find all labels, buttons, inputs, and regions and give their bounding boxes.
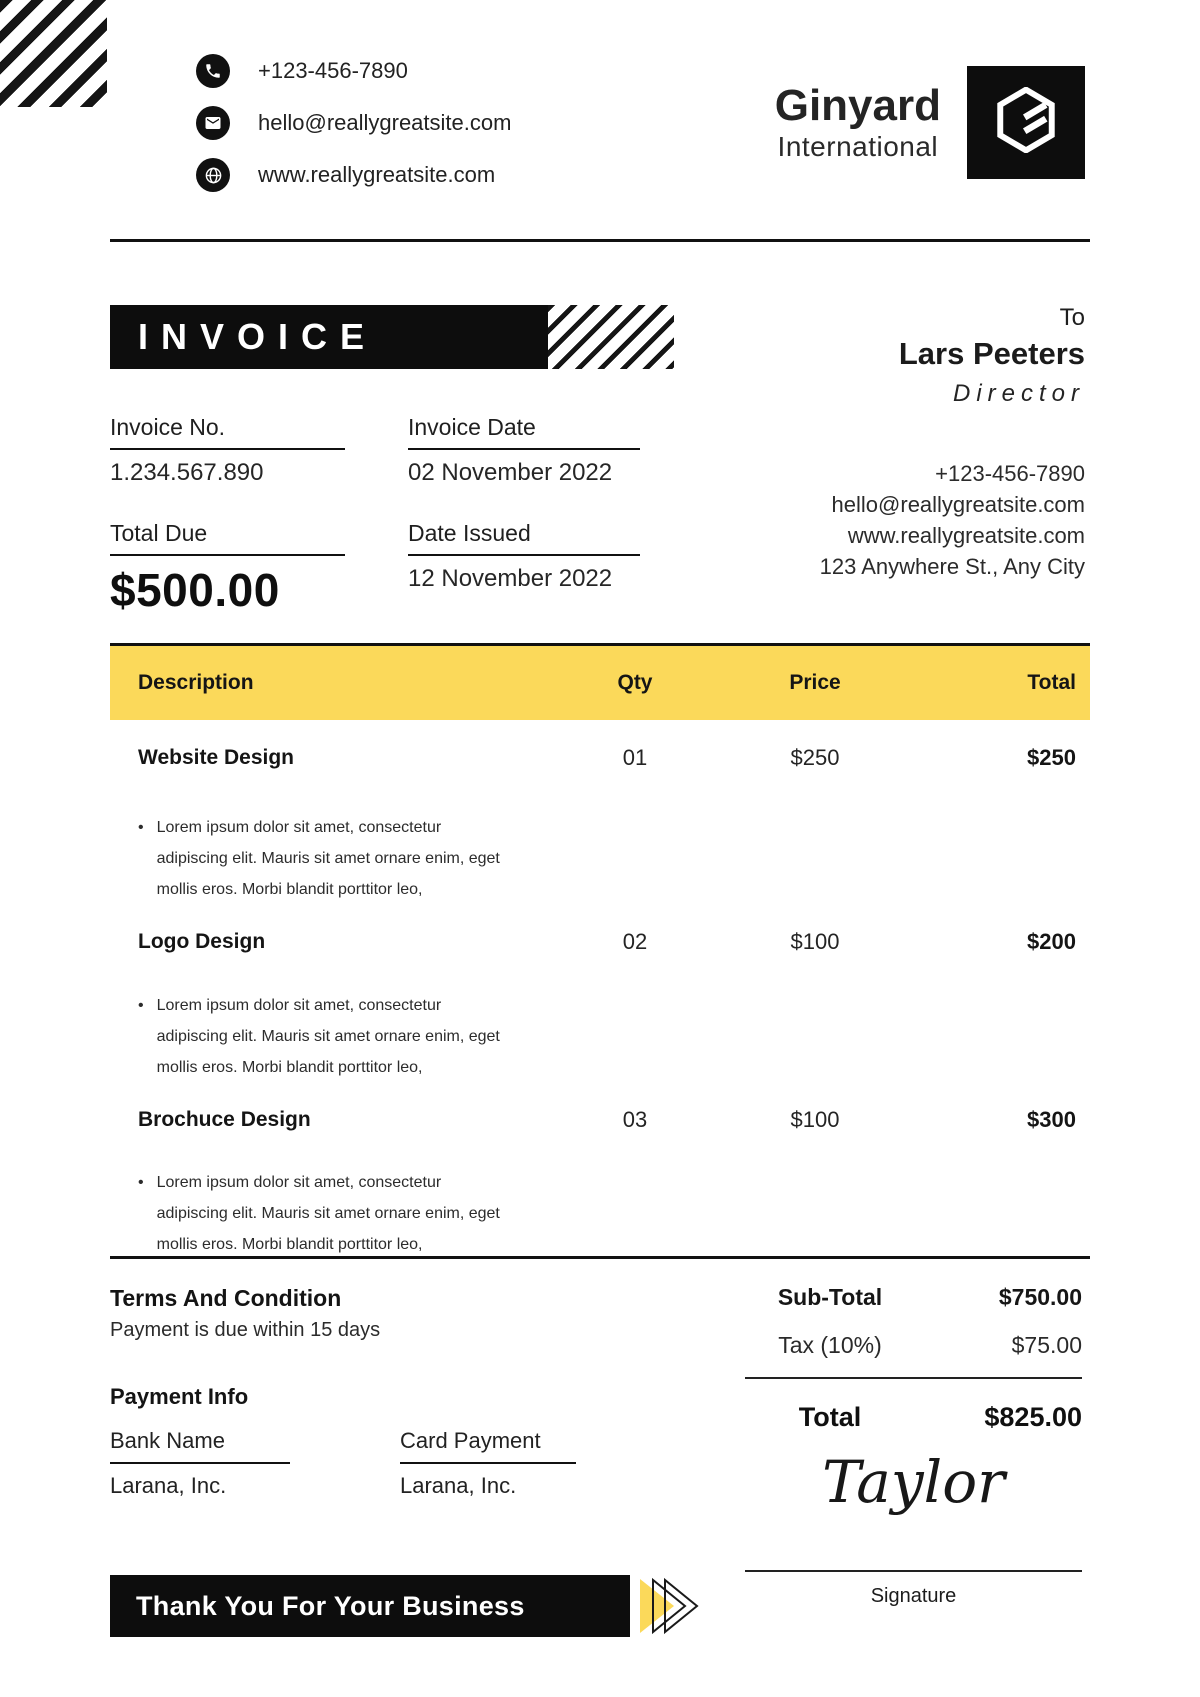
terms-heading: Terms And Condition [110,1285,342,1311]
brand [775,66,1085,179]
subtotal-row [745,1284,1082,1311]
invoice-date-value: 02 November 2022 [408,459,613,486]
thank-you-text: Thank You For Your Business [136,1591,525,1621]
table-row [110,1102,1090,1138]
underline [110,448,345,450]
item-note-text: • Lorem ipsum dolor sit amet, consectetur adipiscing elit. Mauris sit amet ornare enim, eget mollis eros. Morbi blandit porttitor leo, [156,819,500,898]
invoice-title: INVOICE [138,316,378,357]
header-phone-row [196,54,511,88]
table-row [110,924,1090,960]
phone-icon [196,54,230,88]
bank-name-value: Larana, Inc. [110,1473,227,1498]
globe-icon [196,158,230,192]
invoice-number-value: 1.234.567.890 [110,459,264,486]
item-total: $250 [1027,745,1076,770]
total-due-value: $500.00 [110,564,280,616]
table-row [110,740,1090,776]
section-divider [110,1256,1090,1259]
grand-total-value: $825.00 [984,1402,1082,1432]
tax-value: $75.00 [1011,1332,1082,1358]
signature-line [745,1570,1082,1572]
column-header-qty: Qty [617,671,653,694]
underline [110,1462,290,1464]
item-note-text: • Lorem ipsum dolor sit amet, consectetur adipiscing elit. Mauris sit amet ornare enim, eget mollis eros. Morbi blandit porttitor leo, [156,1174,500,1253]
item-qty: 02 [622,929,648,954]
hexagon-logo-icon [993,87,1059,158]
item-qty: 03 [622,1107,648,1132]
totals-divider [745,1377,1082,1379]
invoice-number-label: Invoice No. [110,414,226,440]
grand-total-row [745,1402,1082,1433]
recipient-website: www.reallygreatsite.com [847,523,1085,548]
items-table-header [110,643,1090,720]
brand-logo [967,66,1085,179]
date-issued-label: Date Issued [408,520,531,546]
card-payment-value: Larana, Inc. [400,1473,517,1498]
bank-name-label: Bank Name [110,1428,225,1453]
thank-you-banner [110,1575,630,1637]
subtotal-value: $750.00 [998,1284,1082,1310]
recipient-address: 123 Anywhere St., Any City [819,554,1085,579]
item-price: $250 [790,745,840,770]
total-due-field [110,520,345,617]
invoice-date-field [408,414,640,487]
recipient-contact-block [820,458,1085,582]
invoice-number-field [110,414,345,487]
email-icon [196,106,230,140]
corner-stripes-decoration [0,0,107,107]
header-phone-text: +123-456-7890 [258,58,408,83]
signature-label: Signature [870,1585,957,1607]
item-name: Website Design [138,746,294,769]
underline [110,554,345,556]
recipient-phone: +123-456-7890 [935,461,1085,486]
underline [400,1462,576,1464]
item-total: $200 [1027,929,1076,954]
header-divider [110,239,1090,242]
column-header-price: Price [789,671,841,694]
grand-total-label: Total [798,1402,862,1432]
item-name: Brochuce Design [138,1108,311,1131]
column-header-description: Description [138,671,254,694]
invoice-title-banner [110,305,548,369]
recipient-name: Lars Peeters [898,336,1085,371]
payment-info-heading: Payment Info [110,1384,249,1409]
card-payment-field [400,1428,576,1499]
card-payment-label: Card Payment [400,1428,541,1453]
item-note [138,1167,540,1260]
tax-label: Tax (10%) [778,1332,882,1358]
banner-stripes-decoration [548,305,674,369]
item-note [138,812,540,905]
header-website-text: www.reallygreatsite.com [258,162,496,187]
date-issued-field [408,520,640,593]
item-price: $100 [790,929,840,954]
column-header-total: Total [1027,671,1076,694]
brand-name: Ginyard [774,81,941,130]
header-email-text: hello@reallygreatsite.com [258,110,512,135]
item-note [138,990,540,1083]
total-due-label: Total Due [110,520,208,546]
item-name: Logo Design [138,930,266,953]
brand-subtitle: International [777,131,939,162]
date-issued-value: 12 November 2022 [408,565,613,592]
tax-row [745,1332,1082,1359]
invoice-date-label: Invoice Date [408,414,536,440]
underline [408,554,640,556]
recipient-role: Director [952,380,1085,407]
bank-name-field [110,1428,290,1499]
recipient-to-label: To [1059,304,1085,331]
header-website-row [196,158,511,192]
header-email-row [196,106,511,140]
item-total: $300 [1027,1107,1076,1132]
item-qty: 01 [622,745,648,770]
subtotal-label: Sub-Total [777,1284,883,1310]
recipient-email: hello@reallygreatsite.com [831,492,1085,517]
recipient-block [899,301,1085,415]
signature-handwriting: Taylor [822,1448,1005,1516]
underline [408,448,640,450]
header-contact-list [196,54,511,192]
triangle-arrows-icon [638,1577,714,1640]
item-price: $100 [790,1107,840,1132]
terms-body: Payment is due within 15 days [110,1319,381,1341]
item-note-text: • Lorem ipsum dolor sit amet, consectetur adipiscing elit. Mauris sit amet ornare enim, eget mollis eros. Morbi blandit porttitor leo, [156,997,500,1076]
brand-text [775,82,941,163]
